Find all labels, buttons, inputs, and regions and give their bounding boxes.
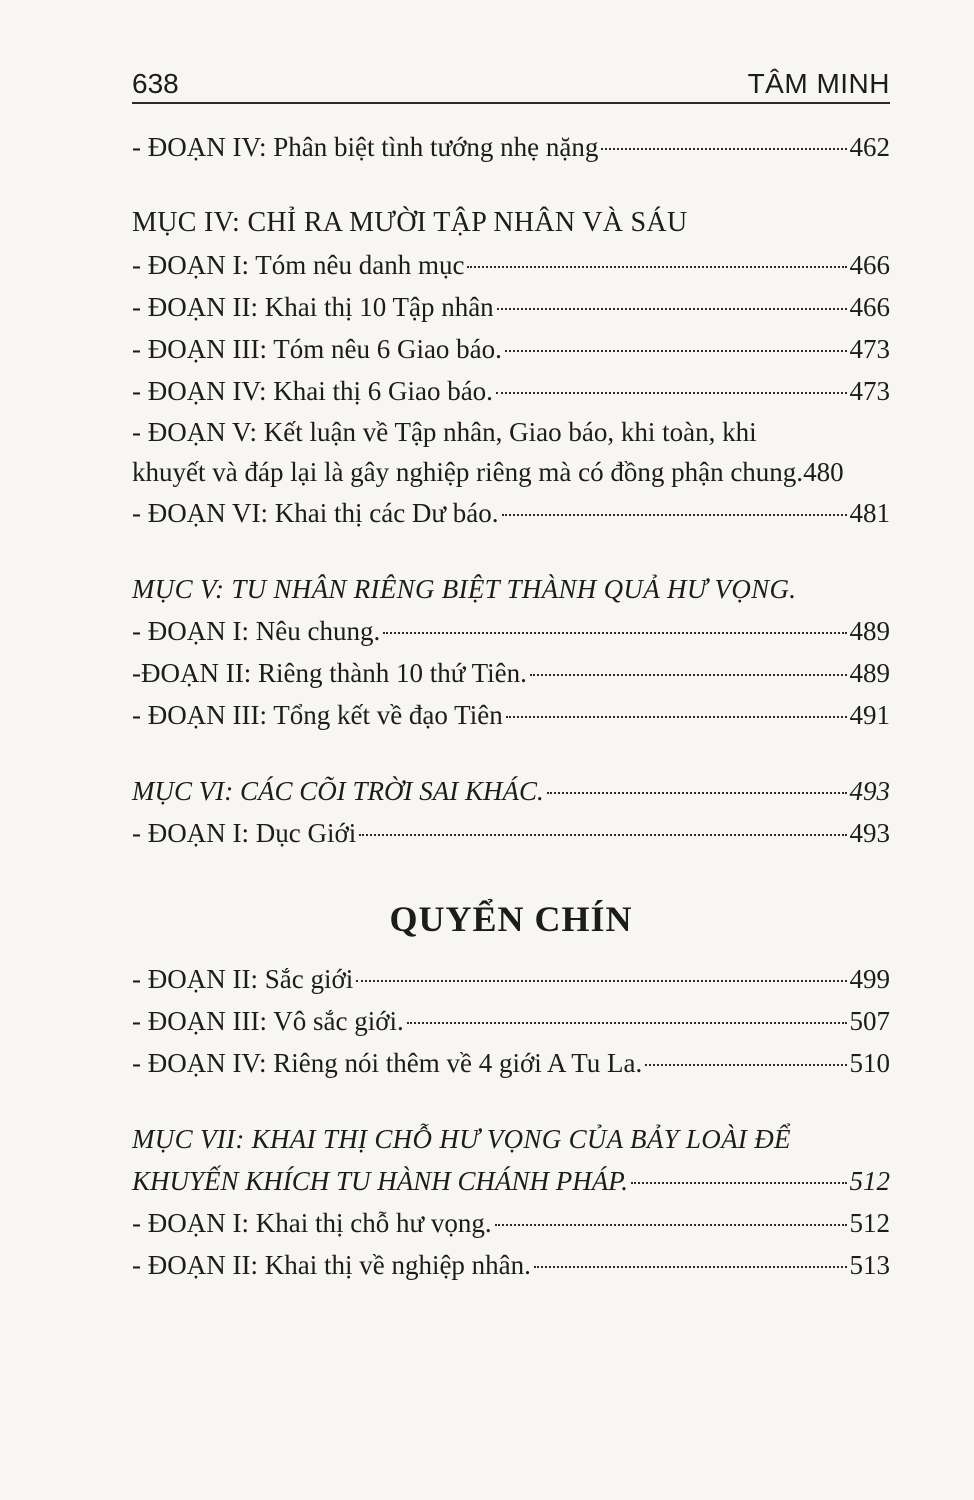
toc-entry-page: 473 — [849, 376, 890, 406]
toc-entry-title-line2: khuyết và đáp lại là gây nghiệp riêng mà có đồng phận chung. — [132, 457, 804, 487]
dot-leader — [467, 266, 846, 268]
dot-leader — [547, 792, 847, 794]
section-heading-entry — [132, 1160, 890, 1202]
section-heading: MỤC VII: KHAI THỊ CHỖ HƯ VỌNG CỦA BẢY LOÀI ĐỂ — [132, 1124, 791, 1154]
toc-entry-title: - ĐOẠN IV: Phân biệt tình tướng nhẹ nặng — [132, 132, 599, 162]
toc-entry-page: 480 — [803, 457, 844, 487]
toc-entry-page: 513 — [849, 1250, 890, 1280]
toc-entry — [132, 652, 890, 694]
toc-entry-title: - ĐOẠN VI: Khai thị các Dư báo. — [132, 498, 499, 528]
toc-entry-page: 466 — [849, 250, 890, 280]
dot-leader — [645, 1064, 846, 1066]
dot-leader — [530, 674, 847, 676]
toc-entry — [132, 126, 890, 168]
dot-leader — [496, 392, 847, 394]
section-heading: MỤC V: TU NHÂN RIÊNG BIỆT THÀNH QUẢ HƯ VỌNG. — [132, 574, 797, 604]
toc-entry — [132, 694, 890, 736]
toc-entry-title: - ĐOẠN III: Tổng kết về đạo Tiên — [132, 700, 503, 730]
toc-entry-page: 489 — [849, 616, 890, 646]
section-heading-line2: KHUYẾN KHÍCH TU HÀNH CHÁNH PHÁP. — [132, 1166, 629, 1196]
toc-entry-title: - ĐOẠN IV: Khai thị 6 Giao báo. — [132, 376, 493, 406]
toc-entry — [132, 286, 890, 328]
toc-entry-title: - ĐOẠN III: Tóm nêu 6 Giao báo. — [132, 334, 502, 364]
toc-entry-title: -ĐOẠN II: Riêng thành 10 thứ Tiên. — [132, 658, 527, 688]
toc-entry — [132, 412, 890, 492]
toc-entry — [132, 958, 890, 1000]
toc-entry — [132, 610, 890, 652]
toc-entry — [132, 1244, 890, 1286]
toc-entry — [132, 1202, 890, 1244]
toc-entry-page: 512 — [849, 1166, 890, 1196]
dot-leader — [495, 1224, 847, 1226]
dot-leader — [359, 834, 846, 836]
toc-entry-page: 473 — [849, 334, 890, 364]
toc-entry-title: - ĐOẠN II: Khai thị 10 Tập nhân — [132, 292, 494, 322]
volume-heading: QUYỂN CHÍN — [389, 899, 633, 939]
toc-entry-page: 512 — [849, 1208, 890, 1238]
toc-entry-title: - ĐOẠN II: Khai thị về nghiệp nhân. — [132, 1250, 531, 1280]
toc-entry — [132, 370, 890, 412]
toc-entry-page: 491 — [849, 700, 890, 730]
dot-leader — [502, 514, 847, 516]
toc-entry — [132, 1000, 890, 1042]
dot-leader — [497, 308, 847, 310]
toc-entry-title: - ĐOẠN III: Vô sắc giới. — [132, 1006, 404, 1036]
dot-leader — [631, 1182, 846, 1184]
toc-entry-title: - ĐOẠN IV: Riêng nói thêm về 4 giới A Tu La. — [132, 1048, 643, 1078]
section-heading: MỤC IV: CHỈ RA MƯỜI TẬP NHÂN VÀ SÁU — [132, 207, 688, 238]
toc-entry-page: 507 — [849, 1006, 890, 1036]
toc-entry-title: - ĐOẠN I: Dục Giới — [132, 818, 357, 848]
section-heading: MỤC VI: CÁC CÕI TRỜI SAI KHÁC. — [132, 776, 544, 806]
toc-entry-title: - ĐOẠN I: Nêu chung. — [132, 616, 381, 646]
toc-entry-page: 499 — [849, 964, 890, 994]
page-header — [132, 60, 890, 104]
toc-entry-title: - ĐOẠN II: Sắc giới — [132, 964, 354, 994]
toc-entry — [132, 328, 890, 370]
dot-leader — [383, 632, 846, 634]
dot-leader — [601, 148, 846, 150]
toc-entry — [132, 812, 890, 854]
dot-leader — [505, 350, 847, 352]
table-of-contents — [132, 126, 890, 1286]
toc-entry-line2 — [132, 452, 890, 492]
toc-entry-title: - ĐOẠN I: Tóm nêu danh mục — [132, 250, 465, 280]
toc-entry-page: 481 — [849, 498, 890, 528]
toc-entry-title-line1: - ĐOẠN V: Kết luận về Tập nhân, Giao báo, khi toàn, khi — [132, 417, 757, 447]
toc-entry-page: 493 — [849, 818, 890, 848]
running-title: TÂM MINH — [747, 68, 890, 99]
dot-leader — [506, 716, 847, 718]
toc-entry — [132, 492, 890, 534]
section-heading-entry — [132, 770, 890, 812]
toc-entry-title: - ĐOẠN I: Khai thị chỗ hư vọng. — [132, 1208, 492, 1238]
toc-entry — [132, 1042, 890, 1084]
dot-leader — [356, 980, 846, 982]
dot-leader — [534, 1266, 847, 1268]
toc-entry — [132, 244, 890, 286]
toc-entry-page: 466 — [849, 292, 890, 322]
toc-entry-page: 493 — [849, 776, 890, 806]
toc-entry-page: 510 — [849, 1048, 890, 1078]
toc-entry-page: 462 — [849, 132, 890, 162]
dot-leader — [407, 1022, 847, 1024]
toc-entry-page: 489 — [849, 658, 890, 688]
page-number: 638 — [132, 68, 179, 99]
